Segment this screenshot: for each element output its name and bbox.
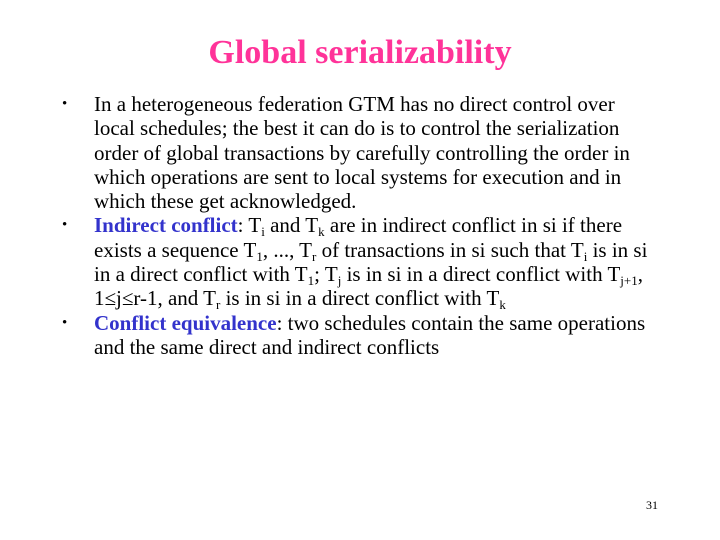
definition-text: : T: [237, 213, 262, 238]
bullet-item-gtm-control: [60, 92, 660, 213]
definition-text: , 1≤j≤r-1, and T: [94, 262, 643, 311]
bullet-text: In a heterogeneous federation GTM has no direct control over local schedules; the best it can do is to control the serialization order of global transactions by carefully controlling the order in which operations are sent to local systems for execution and in which these get acknowledged.: [94, 92, 630, 214]
subscript: i: [583, 248, 588, 264]
subscript: r: [312, 248, 317, 264]
slide-number: 31: [646, 498, 658, 512]
subscript: j+1: [620, 273, 638, 289]
bullet-dot-icon: •: [62, 217, 68, 234]
bullet-item-indirect-conflict: [60, 213, 660, 313]
definition-text: are in indirect conflict in si if there exists a sequence T: [94, 213, 623, 262]
bullet-list: [60, 92, 660, 359]
slide-title: Global serializability: [208, 34, 512, 71]
bullet-dot-icon: •: [62, 96, 68, 112]
subscript: i: [261, 224, 265, 240]
definition-text: , ..., T: [262, 237, 313, 262]
definition-text: of transactions in si such that T: [316, 237, 584, 262]
subscript: j: [337, 273, 342, 289]
definition-text: is in si in a direct conflict with T: [220, 286, 500, 311]
bullet-dot-icon: •: [62, 314, 68, 331]
definition-text: is in si in a direct conflict with T: [341, 262, 621, 287]
subscript: r: [215, 297, 221, 313]
subscript: 1: [307, 273, 315, 289]
subscript: 1: [256, 248, 263, 264]
term-conflict-equivalence: Conflict equivalence: [94, 310, 277, 335]
definition-text: : two schedules contain the same operations and the same direct and indirect conflicts: [94, 310, 646, 359]
definition-text: is in si in a direct conflict with T: [94, 237, 648, 287]
term-indirect-conflict: Indirect conflict: [94, 213, 238, 238]
subscript: k: [499, 297, 506, 313]
bullet-item-conflict-equivalence: [60, 311, 660, 360]
definition-text: ; T: [314, 262, 338, 287]
subscript: k: [318, 224, 325, 240]
definition-text: and T: [264, 213, 319, 238]
